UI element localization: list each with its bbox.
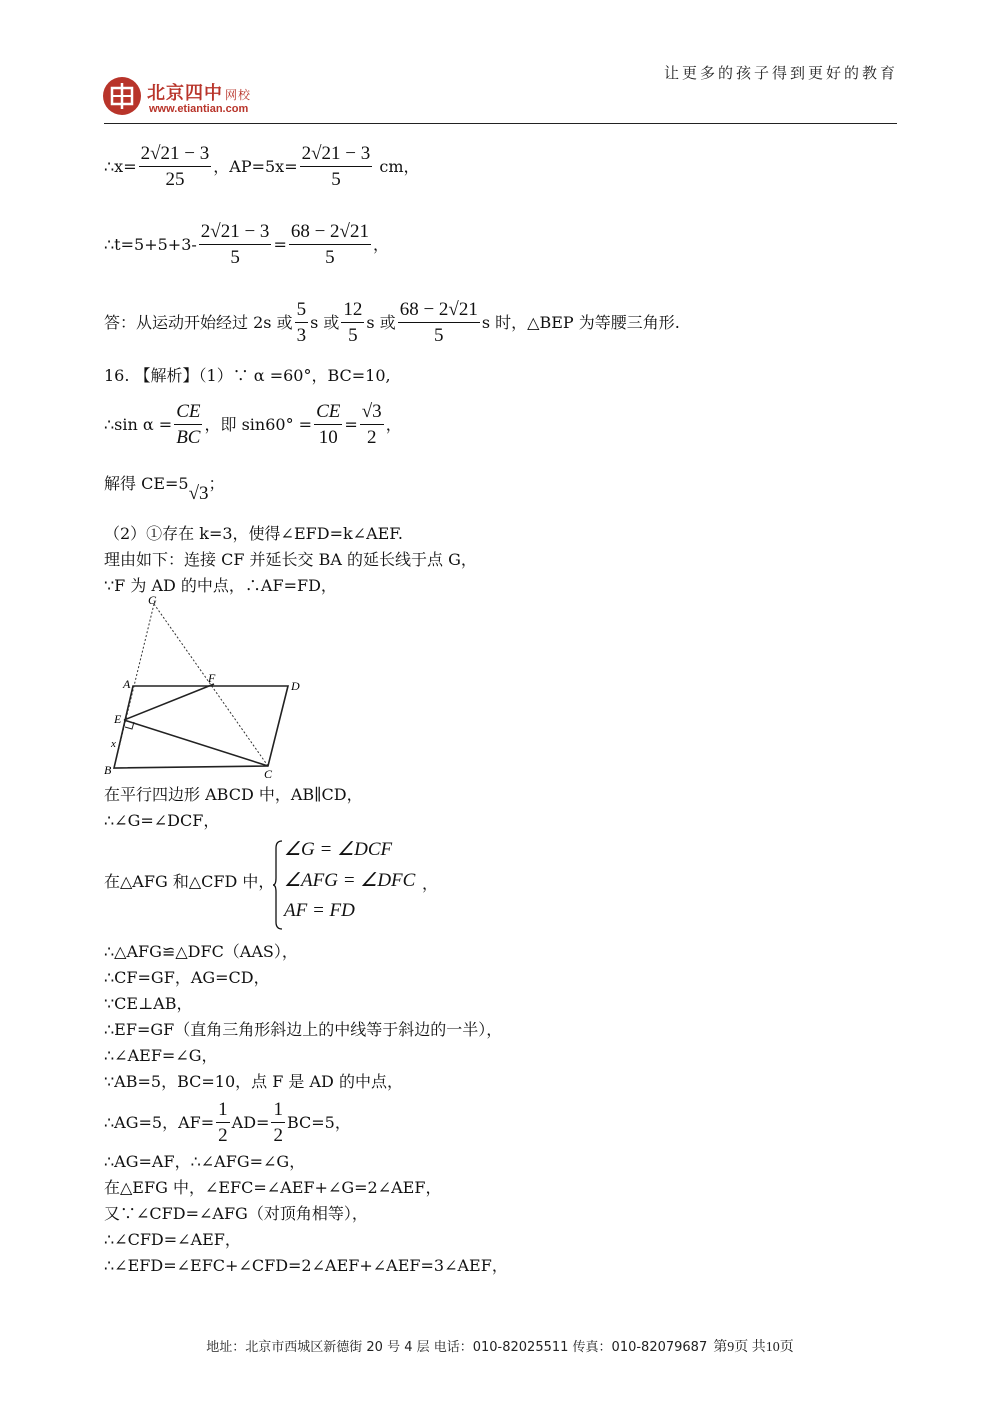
page-number: 第9页 共10页	[713, 1340, 794, 1355]
line-x-value: ∴x= $\frac{2√21 - 3}{25}$ ，AP=5x= $\frac{2√21 - 3}{5}$ cm，	[104, 143, 420, 190]
line-ag-eq-af: ∴AG=AF，∴∠AFG=∠G，	[104, 1152, 306, 1171]
line-given: ∵AB=5，BC=10，点 F 是 AD 的中点，	[104, 1072, 403, 1091]
line-ce-result: 解得 CE=5√3；	[104, 474, 225, 504]
system-eq-2: ∠AFG = ∠DFC	[284, 870, 416, 891]
line-cfd: ∴∠CFD=∠AEF，	[104, 1230, 241, 1249]
parallelogram-diagram	[96, 592, 316, 782]
label-c: C	[264, 767, 273, 781]
header-slogan: 让更多的孩子得到更好的教育	[663, 64, 898, 82]
logo-name: 北京四中	[147, 83, 223, 104]
footer-address: 地址：北京市西城区新德街 20 号 4 层 电话：010-82025511 传真：010-82079687	[206, 1340, 708, 1355]
logo	[103, 77, 273, 119]
line-ef	[124, 684, 214, 720]
line-angle-aef: ∴∠AEF=∠G，	[104, 1046, 218, 1065]
label-b: B	[104, 763, 112, 777]
system-eq-1: ∠G = ∠DCF	[284, 839, 393, 860]
problem-16-heading: 16. 【解析】（1）∵ α =60°，BC=10,	[104, 366, 391, 385]
label-g: G	[148, 593, 157, 607]
line-parallelogram: 在平行四边形 ABCD 中，AB∥CD，	[104, 785, 363, 804]
label-x: x	[111, 738, 116, 750]
line-ef-gf: ∴EF=GF（直角三角形斜边上的中线等于斜边的一半），	[104, 1020, 503, 1039]
line-efg: 在△EFG 中，∠EFC=∠AEF+∠G=2∠AEF，	[104, 1178, 442, 1197]
line-t-value: ∴t=5+5+3- $\frac{2√21 - 3}{5}$ = $\frac{68 - 2√21}{5}$ ，	[104, 221, 390, 268]
line-ag-af: ∴AG=5，AF= $\frac{1}{2}$ AD= $\frac{1}{2}$ BC=5，	[104, 1099, 351, 1146]
line-answer: 答：从运动开始经过 2s 或 $\frac{5}{3}$ s 或 $\frac{12}{5}$ s 或 $\frac{68 - 2√21}{5}$ s 时，△BEP 为等腰三角形.	[104, 299, 680, 346]
label-d: D	[291, 679, 300, 693]
logo-emblem-icon	[103, 77, 141, 115]
line-ec	[124, 720, 268, 766]
line-cf-gf: ∴CF=GF，AG=CD，	[104, 968, 270, 987]
line-angle-g: ∴∠G=∠DCF，	[104, 811, 220, 830]
label-a: A	[123, 677, 131, 691]
logo-sub: 网校	[225, 88, 252, 102]
line-efd-result: ∴∠EFD=∠EFC+∠CFD=2∠AEF+∠AEF=3∠AEF，	[104, 1256, 508, 1275]
line-ce-perp: ∵CE⊥AB，	[104, 994, 193, 1013]
parallelogram-abcd	[114, 686, 288, 768]
label-f: F	[208, 671, 216, 685]
line-congruent: ∴△AFG≌△DFC（AAS），	[104, 942, 298, 961]
left-brace-icon	[272, 840, 284, 930]
line-part2-claim: （2）①存在 k=3，使得∠EFD=k∠AEF.	[104, 524, 404, 543]
system-eq-3: AF = FD	[284, 900, 355, 921]
line-midpoint: ∵F 为 AD 的中点，∴AF=FD，	[104, 576, 337, 595]
line-vertical-angles: 又∵∠CFD=∠AFG（对顶角相等），	[104, 1204, 368, 1223]
label-e: E	[114, 712, 122, 726]
line-reason: 理由如下：连接 CF 并延长交 BA 的延长线于点 G，	[104, 550, 477, 569]
header-divider	[104, 123, 897, 124]
logo-url: www.etiantian.com	[149, 103, 249, 115]
line-triangles-intro: 在△AFG 和△CFD 中，	[104, 872, 275, 891]
footer	[0, 1336, 1000, 1356]
geometry-figure	[96, 592, 316, 786]
line-sin-alpha: ∴sin α = $\frac{CE}{BC}$ ，即 sin60° = $\frac{CE}{10}$ = $\frac{√3}{2}$ ，	[104, 401, 402, 448]
